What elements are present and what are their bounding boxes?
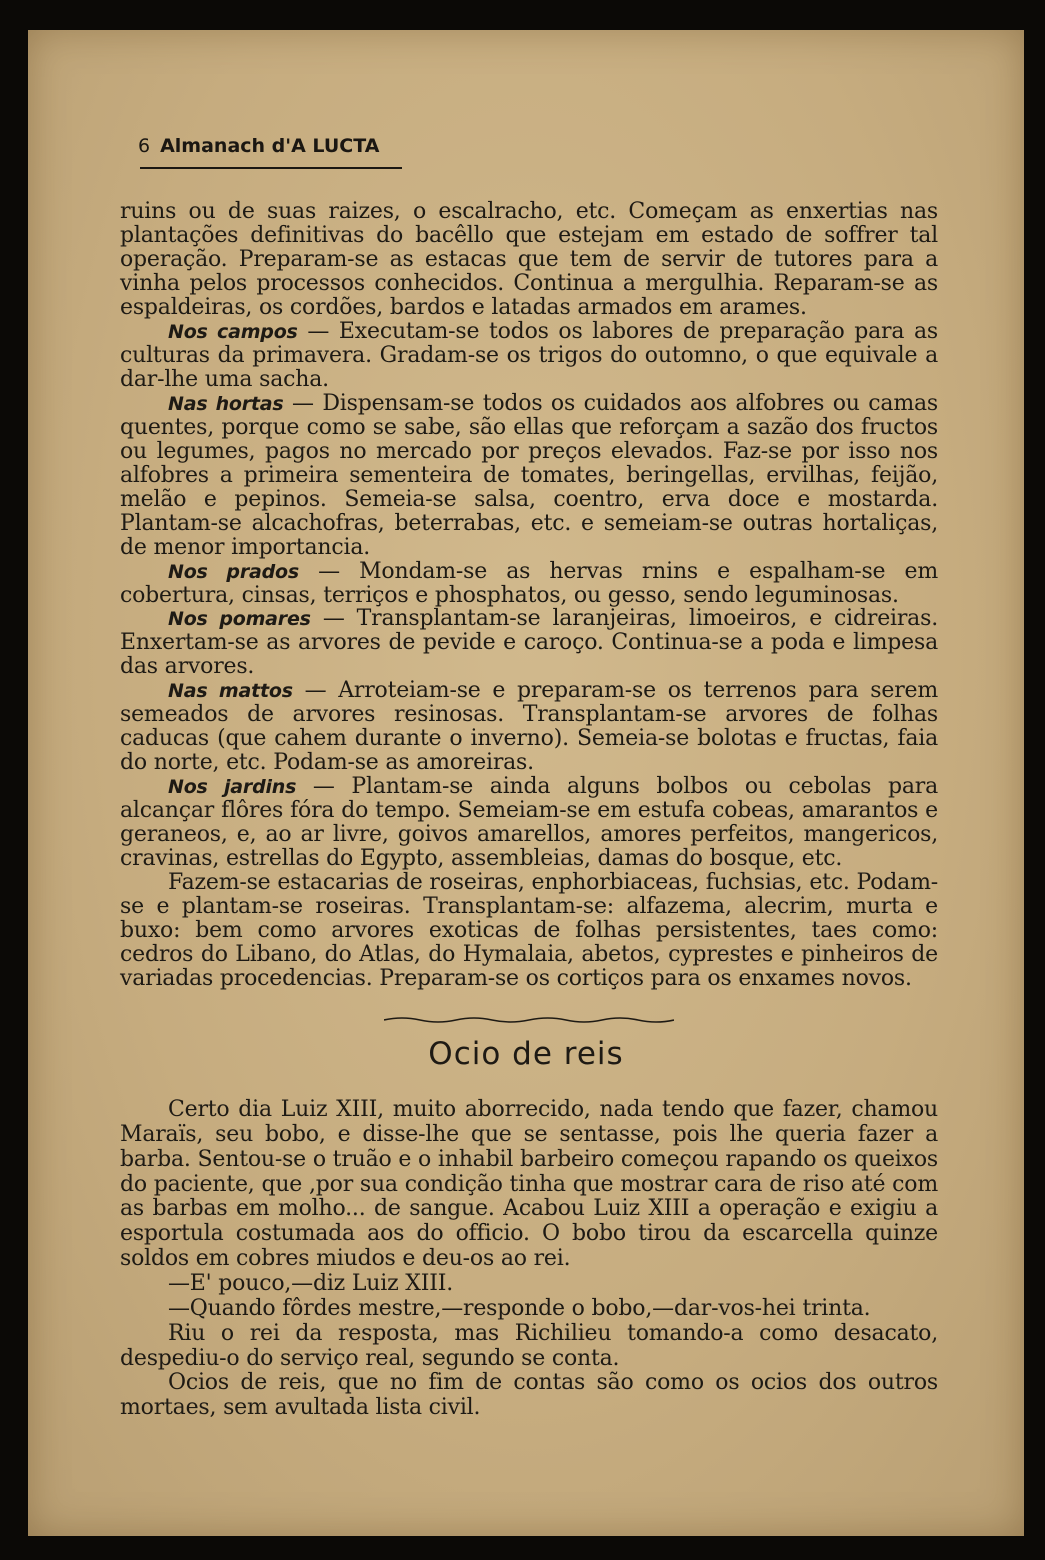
calendar-text	[120, 200, 938, 991]
section-mattos	[120, 679, 938, 775]
ornamental-divider	[384, 1015, 674, 1025]
page-number: 6	[138, 135, 151, 157]
section-pomares	[120, 607, 938, 679]
section-text: — Transplantam-se laranjeiras, limoeiros, e cidreiras. Enxertam-se as arvores de pevide e caroço. Continua-se a poda e limpesa das arvores.	[120, 606, 938, 680]
story-paragraph: Riu o rei da resposta, mas Richilieu tomando-a como desacato, despediu-o do serviço real, segundo se conta.	[120, 1320, 938, 1371]
page	[28, 30, 1024, 1536]
story-title: Ocio de reis	[428, 1036, 624, 1072]
section-label: Nas mattos	[168, 680, 293, 703]
intro-paragraph: ruins ou de suas raizes, o escalracho, etc. Começam as enxertias nas plantações definitivas do bacêllo que estejam em estado de soffrer tal operação. Preparam-se as estacas que tem de servir de tutores para a vinha pelos processos conhecidos. Continua a mergulhia. Reparam-se as espaldeiras, os cordões, bardos e latadas armados em arames.	[120, 199, 938, 320]
story-paragraph: Certo dia Luiz XIII, muito aborrecido, nada tendo que fazer, chamou Maraïs, seu bobo, e disse-lhe que se sentasse, pois lhe queria fazer a barba. Sentou-se o truão e o inhabil barbeiro começou rapando os queixos do paciente, que ,por sua condição tinha que mostrar cara de riso até com as barbas em molho... de sangue. Acabou Luiz XIII a operação e exigiu a esportula costumada aos do officio. O bobo tirou da escarcella quinze soldos em cobres miudos e deu-os ao rei.	[120, 1097, 938, 1272]
section-text: — Dispensam-se todos os cuidados aos alfobres ou camas quentes, porque como se sabe, são ellas que reforçam a sazão dos fructos ou legumes, pagos no mercado por preços elevados. Faz-se por isso nos alfobres a primeira sementeira de tomates, beringellas, ervilhas, feijão, melão e pepinos. Semeia-se salsa, coentro, erva doce e mostarda. Plantam-se alcachofras, beterrabas, etc. e semeiam-se outras hortaliças, de menor importancia.	[120, 390, 938, 560]
section-text: — Executam-se todos os labores de preparação para as culturas da primavera. Gradam-se os trigos do outomno, o que equivale a dar-lhe uma sacha.	[120, 318, 938, 392]
section-label: Nos jardins	[168, 776, 297, 799]
story-paragraph: Ocios de reis, que no fim de contas são como os ocios dos outros mortaes, sem avultada lista civil.	[120, 1370, 938, 1421]
story-text	[120, 1098, 938, 1421]
section-jardins	[120, 775, 938, 871]
section-prados	[120, 560, 938, 608]
header-title: Almanach d'A LUCTA	[160, 135, 380, 157]
header-rule	[140, 167, 402, 169]
story-paragraph: —Quando fôrdes mestre,—responde o bobo,—dar-vos-hei trinta.	[168, 1295, 871, 1321]
closing-paragraph: Fazem-se estacarias de roseiras, enphorbiaceas, fuchsias, etc. Podam-se e plantam-se roseiras. Transplantam-se: alfazema, alecrim, murta e buxo: bem como arvores exoticas de folhas persistentes, taes como: cedros do Libano, do Atlas, do Hymalaia, abetos, cyprestes e pinheiros de variadas procedencias. Preparam-se os cortiços para os enxames novos.	[120, 870, 938, 991]
section-text: — Plantam-se ainda alguns bolbos ou cebolas para alcançar flôres fóra do tempo. Semeiam-se em estufa cobeas, amarantos e geraneos, e, ao ar livre, goivos amarellos, amores perfeitos, mangericos, cravinas, estrellas do Egypto, assembleias, damas do bosque, etc.	[120, 774, 938, 872]
section-label: Nos campos	[168, 320, 298, 343]
section-text: — Arroteiam-se e preparam-se os terrenos para serem semeados de arvores resinosas. Transplantam-se arvores de folhas caducas (que cahem durante o inverno). Semeia-se bolotas e fructas, faia do norte, etc. Podam-se as amoreiras.	[120, 678, 938, 776]
running-header	[138, 135, 379, 157]
section-label: Nos pomares	[168, 608, 311, 631]
story-paragraph: —E' pouco,—diz Luiz XIII.	[168, 1271, 453, 1297]
section-hortas	[120, 392, 938, 560]
section-label: Nos prados	[168, 560, 299, 583]
section-text: — Mondam-se as hervas rnins e espalham-se em cobertura, cinsas, terriços e phosphatos, ou gesso, sendo leguminosas.	[120, 558, 938, 608]
section-label: Nas hortas	[168, 392, 284, 415]
section-campos	[120, 320, 938, 392]
